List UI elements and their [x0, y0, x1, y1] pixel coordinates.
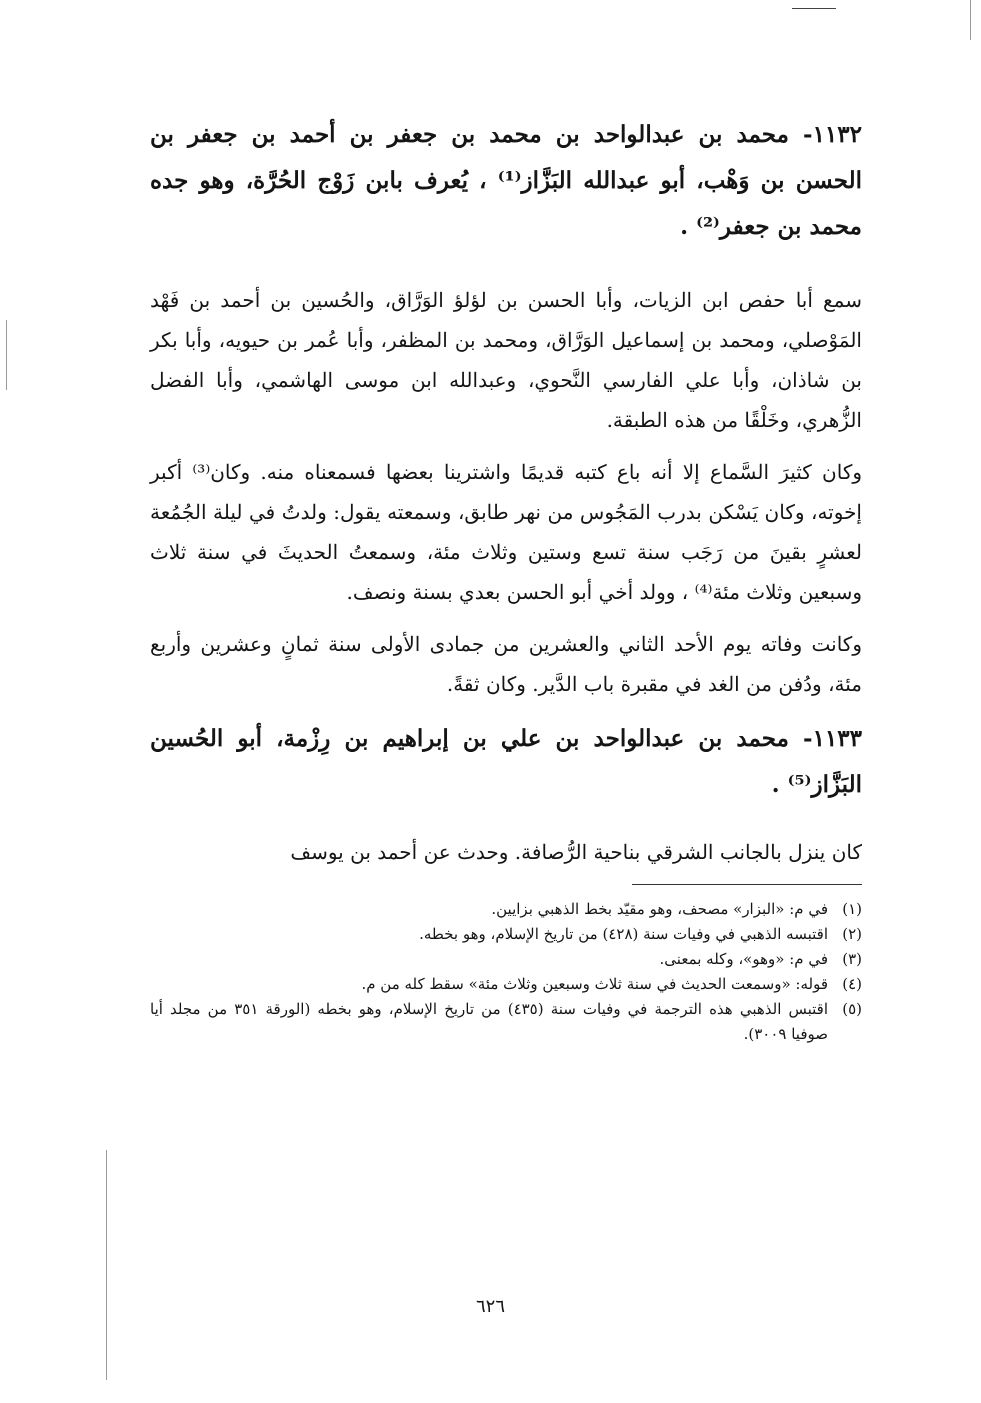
footnote-item [150, 947, 862, 972]
page-number: ٦٢٦ [475, 1296, 505, 1317]
footnote-number: (٣) [842, 950, 862, 968]
footnote-item [150, 897, 862, 922]
entry-heading-1132: ١١٣٢- محمد بن عبدالواحد بن محمد بن جعفر بن أحمد بن جعفر بن الحسن بن وَهْب، أبو عبدالله البَزَّاز⁽¹⁾ ، يُعرف بابن زَوْج الحُرَّة، وهو جده محمد بن جعفر⁽²⁾ . [150, 121, 862, 240]
footnote-text: اقتبسه الذهبي في وفيات سنة (٤٢٨) من تاريخ الإسلام، وهو بخطه. [419, 925, 828, 943]
paragraph-teachers: سمع أبا حفص ابن الزيات، وأبا الحسن بن لؤلؤ الوَرَّاق، والحُسين بن أحمد بن فَهْد المَوْصلي، ومحمد بن إسماعيل الوَرَّاق، ومحمد بن المظفر، وأبا عُمر بن حيويه، وأبا بكر بن شاذان، وأبا علي الفارسي النَّحوي، وعبدالله ابن موسى الهاشمي، وأبا الفضل الزُّهري، وخَلْقًا من هذه الطبقة. [150, 288, 862, 432]
page-body [150, 112, 862, 1047]
footnote-item [150, 922, 862, 947]
footnote-text: في م: «البزار» مصحف، وهو مقيّد بخط الذهبي بزايين. [491, 900, 828, 918]
footnote-number: (٥) [842, 1000, 862, 1018]
footnote-text: اقتبس الذهبي هذه الترجمة في وفيات سنة (٤٣٥) من تاريخ الإسلام، وهو بخطه (الورقة ٣٥١ من مجلد أيا صوفيا ٣٠٠٩). [150, 1000, 828, 1043]
footnotes-list [150, 897, 862, 1047]
paragraph-biography: وكان كثيرَ السَّماع إلا أنه باع كتبه قديمًا واشترينا بعضها فسمعناه منه. وكان⁽³⁾ أكبر إخوته، وكان يَسْكن بدرب المَجُوس من نهر طابق، وسمعته يقول: ولدتُ في ليلة الجُمُعة لعشرٍ بقينَ من رَجَب سنة تسع وستين وثلاث مئة، وسمعتُ الحديثَ في سنة ثلاث وسبعين وثلاث مئة⁽⁴⁾ ، وولد أخي أبو الحسن بعدي بسنة ونصف. [150, 460, 862, 604]
footnote-text: قوله: «وسمعت الحديث في سنة ثلاث وسبعين وثلاث مئة» سقط كله من م. [361, 975, 828, 993]
entry-heading-1133: ١١٣٣- محمد بن عبدالواحد بن علي بن إبراهيم بن رِزْمة، أبو الحُسين البَزَّاز⁽⁵⁾ . [150, 725, 862, 798]
footnote-item [150, 972, 862, 997]
margin-mark [970, 0, 971, 40]
footnote-number: (٢) [842, 925, 862, 943]
footnote-text: في م: «وهو»، وكله بمعنى. [659, 950, 828, 968]
paragraph-residence: كان ينزل بالجانب الشرقي بناحية الرُّصافة. وحدث عن أحمد بن يوسف [290, 840, 862, 864]
margin-mark [6, 320, 7, 390]
paragraph-death: وكانت وفاته يوم الأحد الثاني والعشرين من جمادى الأولى سنة ثمانٍ وعشرين وأربع مئة، ودُفن من الغد في مقبرة باب الدَّير. وكان ثقةً. [150, 632, 862, 696]
footnote-number: (١) [842, 900, 862, 918]
footnote-item [150, 997, 862, 1047]
footnote-divider [632, 884, 862, 885]
top-rule [792, 8, 836, 9]
footnote-number: (٤) [842, 975, 862, 993]
margin-mark [106, 1150, 107, 1380]
